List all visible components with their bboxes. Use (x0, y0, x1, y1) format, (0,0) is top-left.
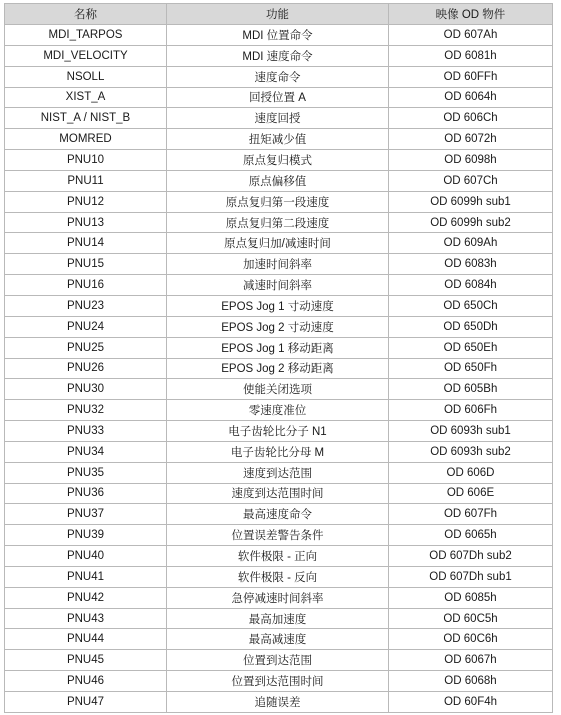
parameter-table-container (4, 3, 552, 713)
cell-od-object: OD 6064h (389, 87, 553, 108)
cell-od-object: OD 6099h sub2 (389, 212, 553, 233)
cell-function: 速度命令 (167, 66, 389, 87)
cell-function: 扭矩减少值 (167, 129, 389, 150)
cell-function: 零速度准位 (167, 400, 389, 421)
cell-function: 原点复归模式 (167, 150, 389, 171)
table-row (5, 566, 553, 587)
table-row (5, 462, 553, 483)
cell-name: XIST_A (5, 87, 167, 108)
cell-name: PNU10 (5, 150, 167, 171)
cell-name: PNU37 (5, 504, 167, 525)
table-row (5, 358, 553, 379)
cell-name: PNU26 (5, 358, 167, 379)
cell-od-object: OD 606Fh (389, 400, 553, 421)
table-row (5, 66, 553, 87)
table-row (5, 504, 553, 525)
cell-od-object: OD 6081h (389, 45, 553, 66)
cell-name: PNU16 (5, 275, 167, 296)
cell-od-object: OD 606Ch (389, 108, 553, 129)
table-row (5, 608, 553, 629)
cell-function: MDI 速度命令 (167, 45, 389, 66)
table-row (5, 150, 553, 171)
cell-od-object: OD 607Fh (389, 504, 553, 525)
table-row (5, 629, 553, 650)
cell-name: PNU33 (5, 421, 167, 442)
cell-od-object: OD 650Ch (389, 295, 553, 316)
cell-function: 位置误差警告条件 (167, 525, 389, 546)
table-row (5, 254, 553, 275)
cell-function: 位置到达范围 (167, 650, 389, 671)
cell-function: 最高减速度 (167, 629, 389, 650)
header-function: 功能 (167, 4, 389, 25)
table-row (5, 295, 553, 316)
cell-function: 原点复归第二段速度 (167, 212, 389, 233)
table-row (5, 379, 553, 400)
cell-function: 使能关闭选项 (167, 379, 389, 400)
cell-od-object: OD 650Dh (389, 316, 553, 337)
table-row (5, 421, 553, 442)
cell-function: 软件极限 - 反向 (167, 566, 389, 587)
table-row (5, 671, 553, 692)
cell-name: NIST_A / NIST_B (5, 108, 167, 129)
cell-function: 速度到达范围 (167, 462, 389, 483)
cell-name: PNU24 (5, 316, 167, 337)
cell-name: PNU46 (5, 671, 167, 692)
cell-function: 速度回授 (167, 108, 389, 129)
table-body (5, 25, 553, 713)
cell-function: 最高速度命令 (167, 504, 389, 525)
cell-function: 软件极限 - 正向 (167, 546, 389, 567)
table-row (5, 483, 553, 504)
cell-name: PNU42 (5, 587, 167, 608)
cell-od-object: OD 6083h (389, 254, 553, 275)
cell-name: PNU40 (5, 546, 167, 567)
cell-od-object: OD 650Fh (389, 358, 553, 379)
cell-function: MDI 位置命令 (167, 25, 389, 46)
table-row (5, 400, 553, 421)
cell-function: 速度到达范围时间 (167, 483, 389, 504)
cell-function: 原点偏移值 (167, 170, 389, 191)
header-name: 名称 (5, 4, 167, 25)
cell-od-object: OD 607Dh sub2 (389, 546, 553, 567)
cell-od-object: OD 607Ch (389, 170, 553, 191)
table-row (5, 316, 553, 337)
cell-function: 电子齿轮比分子 N1 (167, 421, 389, 442)
cell-name: PNU41 (5, 566, 167, 587)
cell-name: PNU44 (5, 629, 167, 650)
cell-function: EPOS Jog 2 移动距离 (167, 358, 389, 379)
cell-od-object: OD 6068h (389, 671, 553, 692)
cell-name: MDI_VELOCITY (5, 45, 167, 66)
table-row (5, 212, 553, 233)
cell-od-object: OD 60FFh (389, 66, 553, 87)
cell-function: 原点复归加/减速时间 (167, 233, 389, 254)
table-row (5, 108, 553, 129)
cell-od-object: OD 6098h (389, 150, 553, 171)
table-row (5, 525, 553, 546)
cell-od-object: OD 650Eh (389, 337, 553, 358)
table-row (5, 337, 553, 358)
cell-od-object: OD 6093h sub1 (389, 421, 553, 442)
cell-od-object: OD 6085h (389, 587, 553, 608)
cell-name: MOMRED (5, 129, 167, 150)
table-row (5, 233, 553, 254)
table-row (5, 587, 553, 608)
cell-od-object: OD 607Dh sub1 (389, 566, 553, 587)
table-row (5, 25, 553, 46)
cell-name: PNU23 (5, 295, 167, 316)
cell-name: PNU39 (5, 525, 167, 546)
cell-name: PNU34 (5, 441, 167, 462)
cell-function: EPOS Jog 1 寸动速度 (167, 295, 389, 316)
cell-name: NSOLL (5, 66, 167, 87)
cell-od-object: OD 60C5h (389, 608, 553, 629)
cell-name: PNU14 (5, 233, 167, 254)
cell-function: 回授位置 A (167, 87, 389, 108)
table-header (5, 4, 553, 25)
cell-od-object: OD 606D (389, 462, 553, 483)
cell-name: PNU45 (5, 650, 167, 671)
cell-function: 原点复归第一段速度 (167, 191, 389, 212)
header-row (5, 4, 553, 25)
cell-name: PNU35 (5, 462, 167, 483)
cell-od-object: OD 605Bh (389, 379, 553, 400)
cell-od-object: OD 606E (389, 483, 553, 504)
cell-od-object: OD 6099h sub1 (389, 191, 553, 212)
cell-od-object: OD 607Ah (389, 25, 553, 46)
cell-function: 追随误差 (167, 692, 389, 713)
table-row (5, 129, 553, 150)
table-row (5, 275, 553, 296)
table-row (5, 45, 553, 66)
cell-name: PNU47 (5, 692, 167, 713)
cell-function: 最高加速度 (167, 608, 389, 629)
cell-od-object: OD 60C6h (389, 629, 553, 650)
cell-name: PNU25 (5, 337, 167, 358)
cell-function: 减速时间斜率 (167, 275, 389, 296)
cell-function: EPOS Jog 2 寸动速度 (167, 316, 389, 337)
cell-name: PNU13 (5, 212, 167, 233)
cell-name: PNU32 (5, 400, 167, 421)
table-row (5, 546, 553, 567)
cell-od-object: OD 6093h sub2 (389, 441, 553, 462)
cell-function: 电子齿轮比分母 M (167, 441, 389, 462)
table-row (5, 191, 553, 212)
cell-function: EPOS Jog 1 移动距离 (167, 337, 389, 358)
cell-function: 加速时间斜率 (167, 254, 389, 275)
cell-name: PNU15 (5, 254, 167, 275)
parameter-mapping-table (4, 3, 553, 713)
cell-od-object: OD 609Ah (389, 233, 553, 254)
cell-name: PNU36 (5, 483, 167, 504)
cell-function: 急停减速时间斜率 (167, 587, 389, 608)
cell-name: PNU12 (5, 191, 167, 212)
cell-function: 位置到达范围时间 (167, 671, 389, 692)
cell-name: MDI_TARPOS (5, 25, 167, 46)
cell-name: PNU43 (5, 608, 167, 629)
cell-od-object: OD 6072h (389, 129, 553, 150)
cell-name: PNU30 (5, 379, 167, 400)
cell-od-object: OD 6065h (389, 525, 553, 546)
cell-name: PNU11 (5, 170, 167, 191)
table-row (5, 170, 553, 191)
cell-od-object: OD 6084h (389, 275, 553, 296)
table-row (5, 441, 553, 462)
cell-od-object: OD 60F4h (389, 692, 553, 713)
table-row (5, 650, 553, 671)
table-row (5, 692, 553, 713)
header-od-object: 映像 OD 物件 (389, 4, 553, 25)
cell-od-object: OD 6067h (389, 650, 553, 671)
table-row (5, 87, 553, 108)
